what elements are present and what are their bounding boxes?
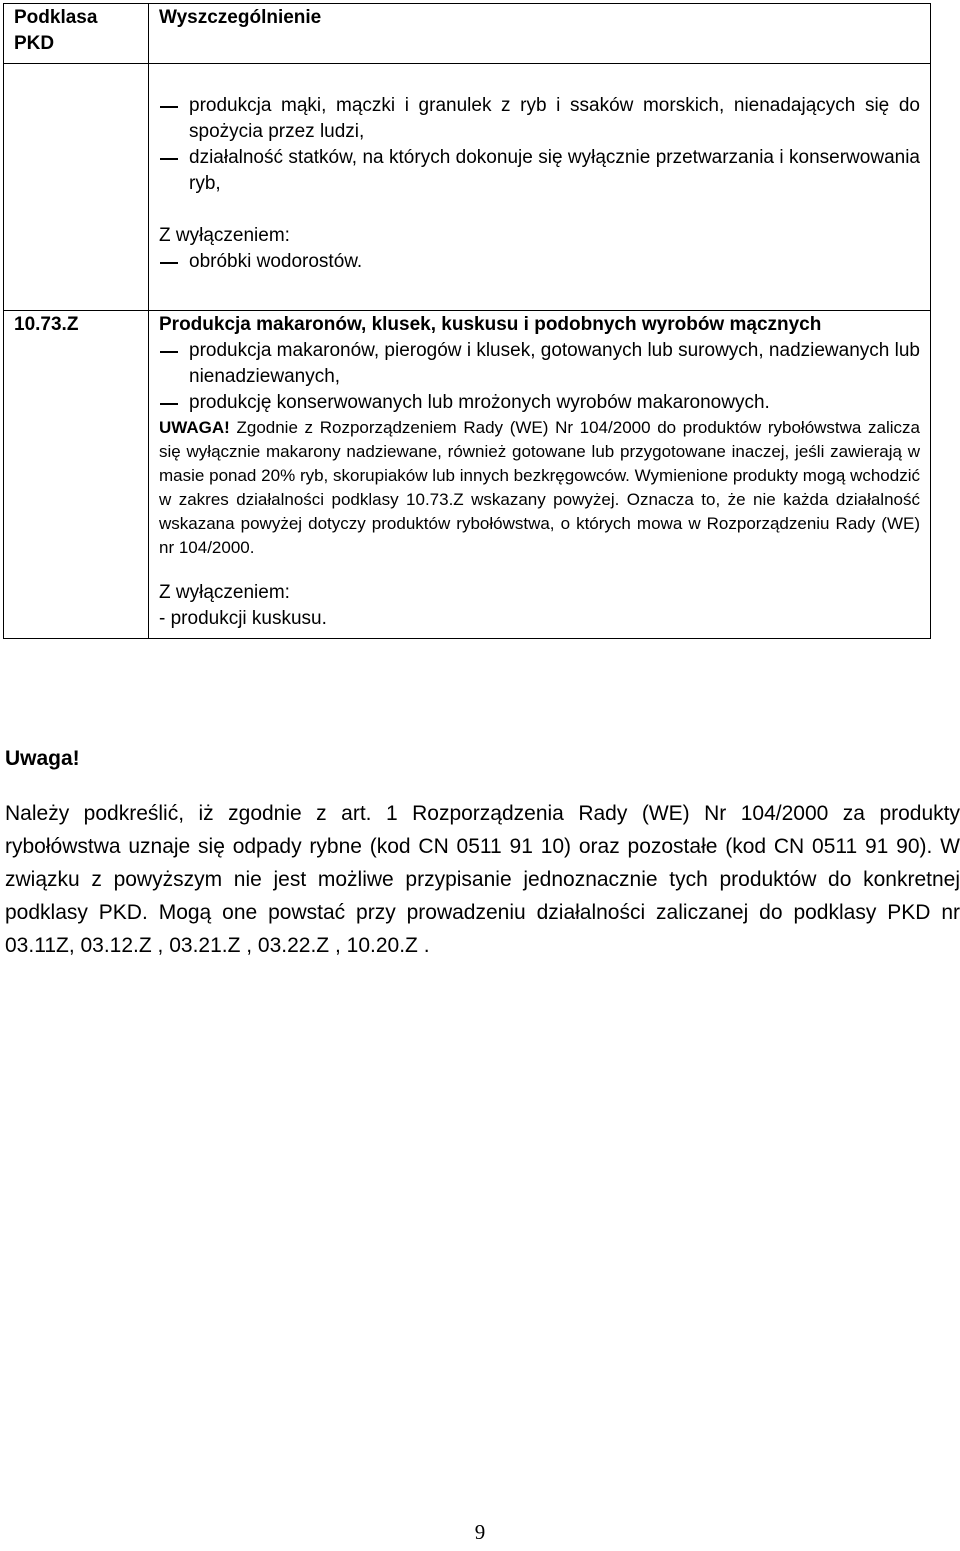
row2-item-list	[159, 338, 920, 416]
table-header-row	[4, 4, 931, 64]
row2-note-label: UWAGA!	[159, 418, 230, 437]
row2-title: Produkcja makaronów, klusek, kuskusu i podobnych wyrobów mącznych	[159, 314, 822, 335]
list-item: produkcja mąki, mączki i granulek z ryb i ssaków morskich, nienadających się do spożycia przez ludzi,	[159, 93, 920, 145]
row1-description-cell	[149, 64, 931, 311]
list-item: działalność statków, na których dokonuje się wyłącznie przetwarzania i konserwowania ryb,	[159, 145, 920, 197]
row2-note	[159, 416, 920, 560]
row1-item-list	[159, 93, 920, 197]
row1-exclusion-list	[159, 249, 920, 275]
footer-note	[5, 742, 960, 962]
page-number: 9	[474, 1520, 486, 1544]
footer-note-text: Należy podkreślić, iż zgodnie z art. 1 Rozporządzenia Rady (WE) Nr 104/2000 za produkty rybołówstwa uznaje się odpady rybne (kod CN 0511 91 10) oraz pozostałe (kod CN 0511 91 90). W związku z powyższym nie jest możliwe przypisanie jednoznacznie tych produktów do konkretnej podklasy PKD. Mogą one powstać przy prowadzeniu działalności zaliczanej do podklasy PKD nr 03.11Z, 03.12.Z , 03.21.Z , 03.22.Z , 10.20.Z .	[5, 802, 960, 957]
row2-description-cell	[149, 311, 931, 639]
list-item: produkcja makaronów, pierogów i klusek, gotowanych lub surowych, nadziewanych lub nienadziewanych,	[159, 338, 920, 390]
row2-note-text: Zgodnie z Rozporządzeniem Rady (WE) Nr 104/2000 do produktów rybołówstwa zalicza się wyłącznie makarony nadziewane, również gotowane lub przygotowane inaczej, jeśli zawierają w masie ponad 20% ryb, skorupiaków lub innych bezkręgowców. Wymienione produkty mogą wchodzić w zakres działalności podklasy 10.73.Z wskazany powyżej. Oznacza to, że nie każda działalność wskazana powyżej dotyczy produktów rybołówstwa, o których mowa w Rozporządzeniu Rady (WE) nr 104/2000.	[159, 418, 920, 557]
row2-code: 10.73.Z	[4, 311, 149, 639]
list-item: obróbki wodorostów.	[159, 249, 920, 275]
table-row	[4, 311, 931, 639]
header-code: Podklasa PKD	[4, 4, 149, 64]
row2-exclusion-label: Z wyłączeniem:	[159, 582, 290, 603]
row2-exclusion-text: - produkcji kuskusu.	[159, 608, 327, 629]
footer-note-heading: Uwaga!	[5, 747, 80, 770]
list-item: produkcję konserwowanych lub mrożonych wyrobów makaronowych.	[159, 390, 920, 416]
table-row	[4, 64, 931, 311]
pkd-classification-table	[3, 3, 931, 639]
header-description: Wyszczególnienie	[149, 4, 931, 64]
row1-code-cell	[4, 64, 149, 311]
row1-exclusion-label: Z wyłączeniem:	[159, 225, 290, 246]
